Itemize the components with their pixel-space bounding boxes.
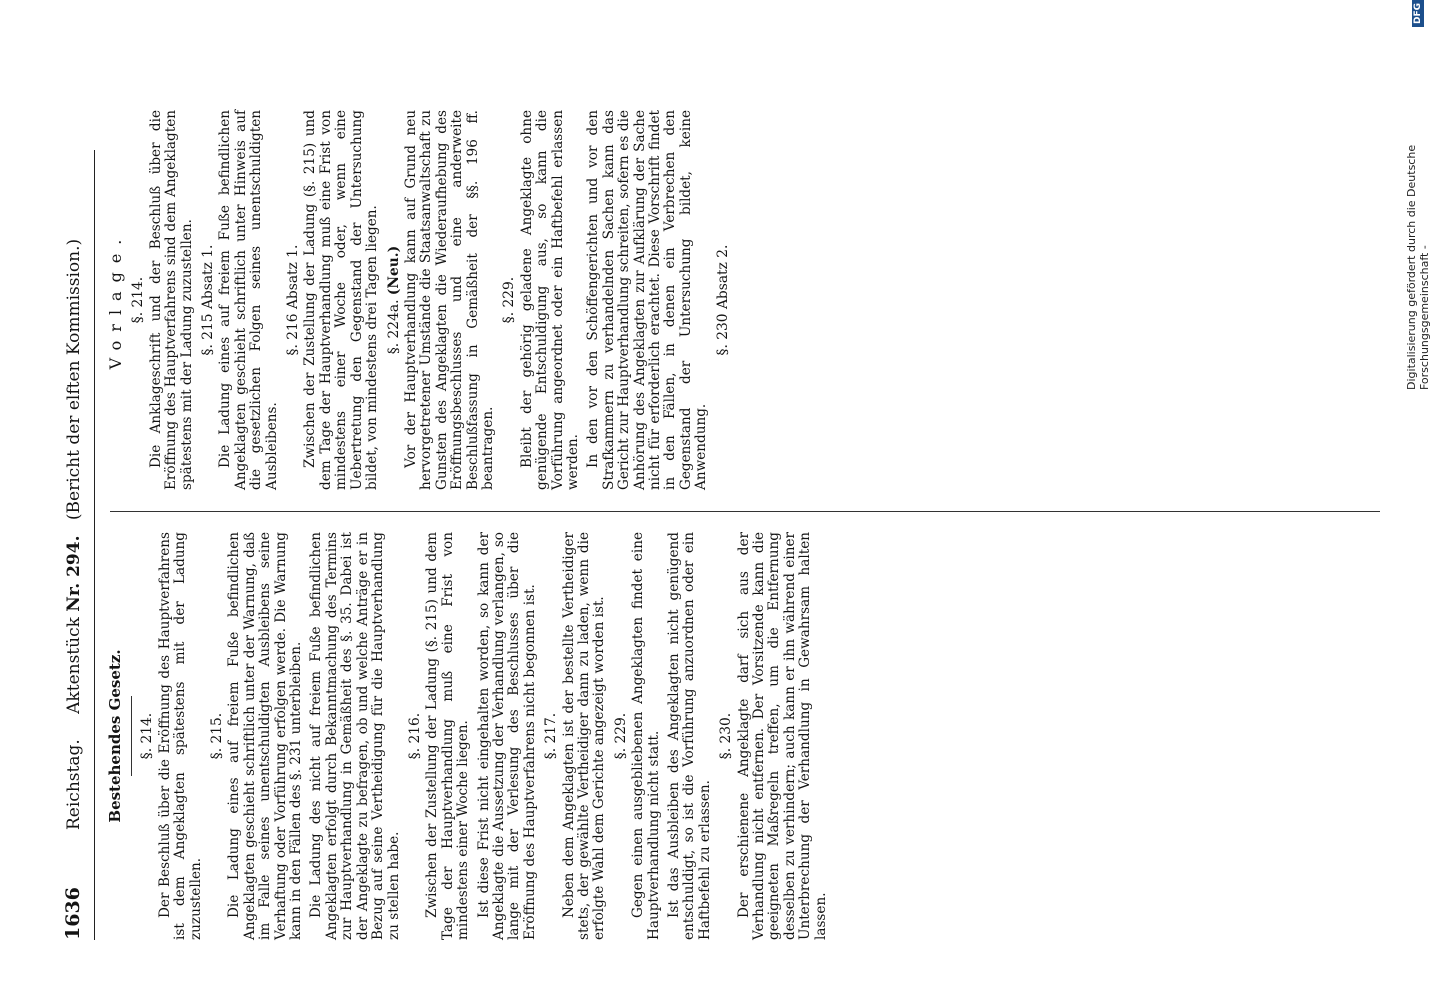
page-number: 1636 [62,887,84,940]
section-number: §. 216 Absatz 1. [285,244,302,356]
section-number: §. 215 Absatz 1. [200,244,217,356]
section-paragraph: Neben dem Angeklagten ist der bestellte Vertheidiger stets, der gewählte Vertheidiger dann zu laden, wenn die erfolgte Wahl dem Gerichte angezeigt worden ist. [560,532,608,940]
column-proposal [100,110,733,490]
section-heading [408,532,423,940]
section-heading [210,532,225,940]
section-paragraph: Vor der Hauptverhandlung kann auf Grund neu hervorgetretener Umstände die Staatsanwaltschaft zu Gunsten des Angeklagten die Wiederaufhebung des Eröffnungsbeschlusses und eine anderweite Beschlußfassung in Gemäßheit der §§. 196 ff. beantragen. [402,110,496,490]
header-reichstag: Reichstag. [64,739,84,830]
section-paragraph: Die Ladung des nicht auf freiem Fuße befindlichen Angeklagten erfolgt durch Bekanntmachung des Termins zur Hauptverhandlung in Gemäßheit des §. 35. Dabei ist der Angeklagte zu befragen, ob und welche Anträge er in Bezug auf seine Vertheidigung für die Hauptverhandlung zu stellen habe. [308,532,402,940]
section-paragraph: Ist das Ausbleiben des Angeklagten nicht genügend entschuldigt, so ist die Vorführung anzuordnen oder ein Haftbefehl zu erlassen. [666,532,713,940]
section-number: §. 216. [406,712,423,760]
section-heading [614,532,629,940]
column-divider [110,511,1380,512]
section-paragraph: Die Anklageschrift und der Beschluß über die Eröffnung des Hauptverfahrens sind dem Angeklagten spätestens mit der Ladung zuzustellen. [147,110,195,490]
section-heading [140,532,155,940]
section-new-marker: (Neu.) [385,245,402,296]
column-title-proposal: Vorlage. [106,230,125,370]
section-paragraph: Der Beschluß über die Eröffnung des Hauptverfahrens ist dem Angeklagten spätestens mit der Ladung zuzustellen. [156,532,204,940]
column-existing-law [100,532,834,940]
section-heading [544,532,559,940]
section-paragraph: Zwischen der Zustellung der Ladung (§. 215) und dem Tage der Hauptverhandlung muß eine Frist von mindestens einer Woche liegen. [424,532,472,940]
section-number: §. 229. [612,712,629,760]
section-paragraph: Die Ladung eines auf freiem Fuße befindlichen Angeklagten geschieht schriftlich unter Hinweis auf die gesetzlichen Folgen seines unentschuldigten Ausbleibens. [217,110,280,490]
section-paragraph: Der erschienene Angeklagte darf sich aus der Verhandlung nicht entfernen. Der Vorsitzende kann die geeigneten Maßregeln treffen, um die Entfernung desselben zu verhindern; auch kann er ihn während einer Unterbrechung der Verhandlung in Gewahrsam halten lassen. [735,532,829,940]
section-paragraph: In den vor den Schöffengerichten und vor den Strafkammern zu verhandelnden Sachen kann das Gericht zur Hauptverhandlung schreiten, sofern es die Anhörung des Angeklagten zur Aufklärung der Sache nicht für erforderlich erachtet. Diese Vorschrift findet in den Fällen, in denen ein Verbrechen den Gegenstand der Untersuchung bildet, keine Anwendung. [585,110,710,490]
section-heading [131,110,146,490]
section-heading [387,110,402,490]
section-paragraph: Gegen einen ausgebliebenen Angeklagten findet eine Hauptverhandlung nicht statt. [630,532,662,940]
dfg-logo: DFG [1412,0,1424,27]
section-number: §. 215. [209,712,226,760]
section-number: §. 230. [718,712,735,760]
section-heading [201,110,216,490]
section-heading [716,110,731,490]
section-number: §. 214. [139,712,156,760]
section-paragraph: Die Ladung eines auf freiem Fuße befindlichen Angeklagten geschieht schriftlich unter der Warnung, daß im Falle seines unentschuldigten Ausbleibens seine Verhaftung oder Vorführung erfolgen werde. Die Warnung kann in den Fällen des §. 231 unterbleiben. [226,532,305,940]
section-paragraph: Bleibt der gehörig geladene Angeklagte ohne genügende Entschuldigung aus, so kann die Vorführung angeordnet oder ein Haftbefehl erlassen werden. [518,110,581,490]
header-bericht: (Bericht der elften Kommission.) [64,238,84,521]
dfg-credit [1405,0,1431,1000]
section-heading [286,110,301,490]
section-number: §. 229. [501,276,518,324]
section-number: §. 214. [130,276,147,324]
header-rule [94,150,95,940]
header-nr: Nr. 294. [64,535,84,612]
column-title-existing-law: Bestehendes Gesetz. [106,649,124,823]
section-number: §. 230 Absatz 2. [714,244,731,356]
title-rule [131,696,132,776]
section-heading [719,532,734,940]
section-paragraph: Zwischen der Zustellung der Ladung (§. 215) und dem Tage der Hauptverhandlung muß eine Frist von mindestens einer Woche oder, wenn eine Uebertretung den Gegenstand der Untersuchung bildet, von mindestens drei Tagen liegen. [302,110,381,490]
dfg-credit-text: Digitalisierung gefördert durch die Deutsche Forschungsgemeinschaft - [1405,144,1431,390]
header-aktenstueck: Aktenstück [64,617,84,714]
section-paragraph: Ist diese Frist nicht eingehalten worden, so kann der Angeklagte die Aussetzung der Verhandlung verlangen, so lange mit der Verlesung des Beschlusses über die Eröffnung des Hauptverfahrens nicht begonnen ist. [475,532,538,940]
page-header [62,150,92,940]
section-number: §. 217. [543,712,560,760]
section-number: §. 224a. [385,299,402,355]
section-heading [502,110,517,490]
header-center [64,150,84,830]
